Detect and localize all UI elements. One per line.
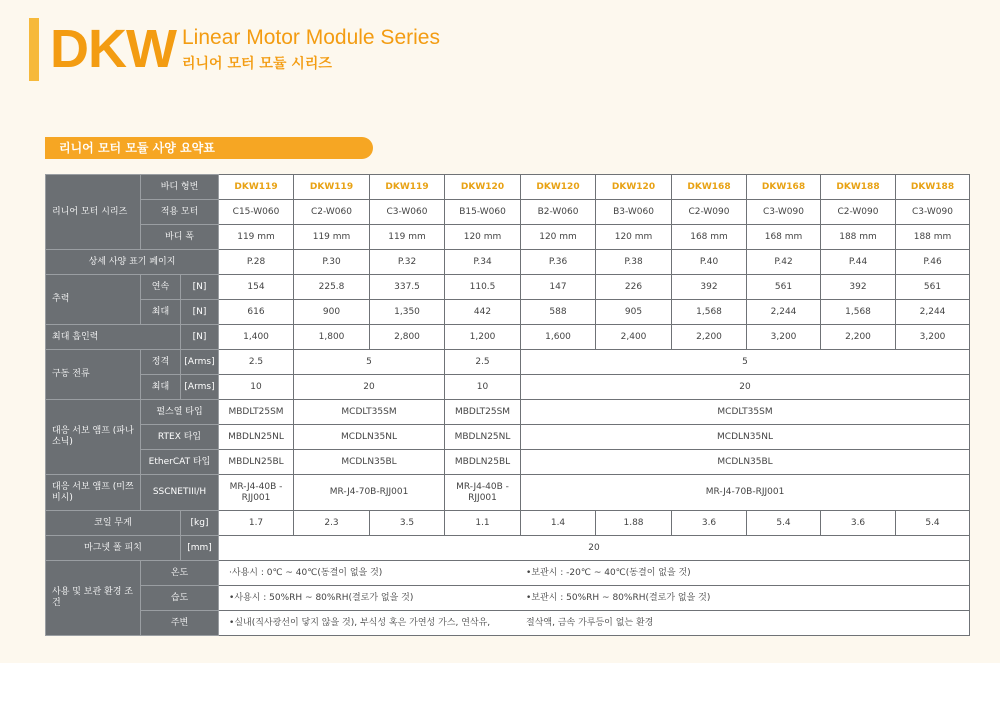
page-cell: P.38 (596, 250, 672, 275)
attraction-cell: 3,200 (896, 325, 970, 350)
motor-cell: C15-W060 (219, 200, 294, 225)
width-cell: 120 mm (521, 225, 596, 250)
sscnet-cell: MR-J4-70B-RJJ001 (294, 475, 445, 511)
row-body-model (46, 175, 970, 200)
temp-store: •보관시 : -20℃ ~ 40℃(동결이 없을 것) (526, 567, 691, 578)
current-rated-cell: 2.5 (445, 350, 521, 375)
row-width (46, 225, 970, 250)
series-title-en: Linear Motor Module Series (182, 26, 440, 49)
row-coil-weight (46, 511, 970, 536)
page-cell: P.30 (294, 250, 370, 275)
motor-cell: C3-W090 (747, 200, 821, 225)
pulse-type-label: 펄스열 타입 (141, 400, 219, 425)
row-current-max (46, 375, 970, 400)
motor-cell: B3-W060 (596, 200, 672, 225)
motor-cell: C3-W060 (370, 200, 445, 225)
temp-use: ·사용시 : 0℃ ~ 40℃(동결이 없을 것) (229, 567, 383, 578)
unit-n: [N] (181, 275, 219, 300)
body-model-cell: DKW168 (747, 175, 821, 200)
page-cell: P.34 (445, 250, 521, 275)
attraction-cell: 2,800 (370, 325, 445, 350)
current-max-cell: 10 (445, 375, 521, 400)
attraction-cell: 1,200 (445, 325, 521, 350)
attraction-cell: 1,600 (521, 325, 596, 350)
page-cell: P.28 (219, 250, 294, 275)
rtex-type-cell: MCDLN35NL (294, 425, 445, 450)
surround-cell (219, 611, 970, 636)
coil-weight-cell: 1.88 (596, 511, 672, 536)
thrust-max-cell: 2,244 (896, 300, 970, 325)
row-rtex-type (46, 425, 970, 450)
section-title: 리니어 모터 모듈 사양 요약표 (45, 137, 373, 159)
motor-cell: C3-W090 (896, 200, 970, 225)
body-model-cell: DKW119 (370, 175, 445, 200)
max-label: 최대 (141, 375, 181, 400)
rtex-type-cell: MBDLN25NL (219, 425, 294, 450)
pulse-type-cell: MBDLT25SM (219, 400, 294, 425)
spec-table (45, 174, 970, 636)
ethercat-type-cell: MCDLN35BL (521, 450, 970, 475)
width-cell: 120 mm (445, 225, 521, 250)
thrust-max-cell: 1,568 (821, 300, 896, 325)
rtex-type-label: RTEX 타입 (141, 425, 219, 450)
amp-mitsubishi-label: 대응 서보 앰프 (미쯔비시) (46, 475, 141, 511)
pulse-type-cell: MCDLT35SM (521, 400, 970, 425)
thrust-max-cell: 900 (294, 300, 370, 325)
row-current-rated (46, 350, 970, 375)
page-cell: P.32 (370, 250, 445, 275)
page-cell: P.44 (821, 250, 896, 275)
coil-weight-cell: 3.6 (672, 511, 747, 536)
accent-bar (29, 18, 39, 81)
surround-label: 주변 (141, 611, 219, 636)
pole-pitch-cell: 20 (219, 536, 970, 561)
attraction-cell: 3,200 (747, 325, 821, 350)
motor-cell: C2-W060 (294, 200, 370, 225)
page-cell: P.40 (672, 250, 747, 275)
ethercat-type-label: EtherCAT 타입 (141, 450, 219, 475)
max-label: 최대 (141, 300, 181, 325)
rtex-type-cell: MBDLN25NL (445, 425, 521, 450)
row-attraction (46, 325, 970, 350)
ethercat-type-cell: MCDLN35BL (294, 450, 445, 475)
coil-weight-cell: 3.6 (821, 511, 896, 536)
thrust-max-cell: 1,568 (672, 300, 747, 325)
series-title-ko: 리니어 모터 모듈 시리즈 (182, 56, 332, 72)
env-label: 사용 및 보관 환경 조건 (46, 561, 141, 636)
row-sscnet (46, 475, 970, 511)
page-cell: P.46 (896, 250, 970, 275)
body-model-label: 바디 형번 (141, 175, 219, 200)
coil-weight-cell: 3.5 (370, 511, 445, 536)
width-label: 바디 폭 (141, 225, 219, 250)
current-max-cell: 20 (294, 375, 445, 400)
unit-arms: [Arms] (181, 350, 219, 375)
current-rated-cell: 5 (294, 350, 445, 375)
row-thrust-continuous (46, 275, 970, 300)
page-title: DKW (50, 19, 176, 79)
sscnet-cell: MR-J4-40B -RJJ001 (445, 475, 521, 511)
unit-n: [N] (181, 300, 219, 325)
thrust-continuous-cell: 561 (896, 275, 970, 300)
current-rated-cell: 5 (521, 350, 970, 375)
pulse-type-cell: MCDLT35SM (294, 400, 445, 425)
rtex-type-cell: MCDLN35NL (521, 425, 970, 450)
current-rated-cell: 2.5 (219, 350, 294, 375)
coil-weight-cell: 2.3 (294, 511, 370, 536)
row-env-temp (46, 561, 970, 586)
row-pulse-type (46, 400, 970, 425)
width-cell: 119 mm (219, 225, 294, 250)
coil-weight-cell: 1.7 (219, 511, 294, 536)
motor-cell: C2-W090 (821, 200, 896, 225)
unit-mm: [mm] (181, 536, 219, 561)
temp-cell (219, 561, 970, 586)
row-ethercat-type (46, 450, 970, 475)
attraction-cell: 1,800 (294, 325, 370, 350)
humidity-cell (219, 586, 970, 611)
page-cell: P.42 (747, 250, 821, 275)
unit-kg: [kg] (181, 511, 219, 536)
attraction-cell: 2,200 (672, 325, 747, 350)
current-label: 구동 전류 (46, 350, 141, 400)
thrust-continuous-cell: 561 (747, 275, 821, 300)
ethercat-type-cell: MBDLN25BL (219, 450, 294, 475)
row-pole-pitch (46, 536, 970, 561)
coil-weight-label: 코일 무게 (46, 511, 181, 536)
thrust-continuous-cell: 337.5 (370, 275, 445, 300)
width-cell: 168 mm (672, 225, 747, 250)
coil-weight-cell: 1.4 (521, 511, 596, 536)
body-model-cell: DKW119 (294, 175, 370, 200)
unit-arms: [Arms] (181, 375, 219, 400)
thrust-max-cell: 2,244 (747, 300, 821, 325)
thrust-max-cell: 1,350 (370, 300, 445, 325)
thrust-continuous-cell: 110.5 (445, 275, 521, 300)
motor-label: 적용 모터 (141, 200, 219, 225)
body-model-cell: DKW120 (445, 175, 521, 200)
attraction-cell: 2,200 (821, 325, 896, 350)
page-cell: P.36 (521, 250, 596, 275)
width-cell: 119 mm (370, 225, 445, 250)
thrust-continuous-cell: 392 (672, 275, 747, 300)
coil-weight-cell: 5.4 (896, 511, 970, 536)
thrust-continuous-cell: 226 (596, 275, 672, 300)
attraction-cell: 1,400 (219, 325, 294, 350)
attraction-label: 최대 흡인력 (46, 325, 181, 350)
pole-pitch-label: 마그넷 폴 피치 (46, 536, 181, 561)
sscnet-label: SSCNETIII/H (141, 475, 219, 511)
row-env-surround (46, 611, 970, 636)
pulse-type-cell: MBDLT25SM (445, 400, 521, 425)
motor-cell: B15-W060 (445, 200, 521, 225)
thrust-max-cell: 616 (219, 300, 294, 325)
motor-cell: B2-W060 (521, 200, 596, 225)
thrust-continuous-cell: 147 (521, 275, 596, 300)
thrust-label: 추력 (46, 275, 141, 325)
humidity-use: •사용시 : 50%RH ~ 80%RH(결로가 없을 것) (229, 592, 414, 603)
continuous-label: 연속 (141, 275, 181, 300)
sscnet-cell: MR-J4-40B -RJJ001 (219, 475, 294, 511)
thrust-continuous-cell: 392 (821, 275, 896, 300)
current-max-cell: 20 (521, 375, 970, 400)
body-model-cell: DKW119 (219, 175, 294, 200)
width-cell: 188 mm (896, 225, 970, 250)
row-env-humidity (46, 586, 970, 611)
coil-weight-cell: 1.1 (445, 511, 521, 536)
sscnet-cell: MR-J4-70B-RJJ001 (521, 475, 970, 511)
thrust-max-cell: 588 (521, 300, 596, 325)
thrust-continuous-cell: 225.8 (294, 275, 370, 300)
ethercat-type-cell: MBDLN25BL (445, 450, 521, 475)
width-cell: 120 mm (596, 225, 672, 250)
thrust-continuous-cell: 154 (219, 275, 294, 300)
thrust-max-cell: 905 (596, 300, 672, 325)
page-label: 상세 사양 표기 페이지 (46, 250, 219, 275)
motor-cell: C2-W090 (672, 200, 747, 225)
body-model-cell: DKW120 (596, 175, 672, 200)
row-page (46, 250, 970, 275)
width-cell: 168 mm (747, 225, 821, 250)
series-label: 리니어 모터 시리즈 (46, 175, 141, 250)
body-model-cell: DKW188 (896, 175, 970, 200)
temp-label: 온도 (141, 561, 219, 586)
surround-b: 절삭액, 금속 가루등이 없는 환경 (526, 617, 654, 628)
unit-n: [N] (181, 325, 219, 350)
thrust-max-cell: 442 (445, 300, 521, 325)
humidity-label: 습도 (141, 586, 219, 611)
rated-label: 정격 (141, 350, 181, 375)
coil-weight-cell: 5.4 (747, 511, 821, 536)
width-cell: 119 mm (294, 225, 370, 250)
row-motor (46, 200, 970, 225)
attraction-cell: 2,400 (596, 325, 672, 350)
width-cell: 188 mm (821, 225, 896, 250)
humidity-store: •보관시 : 50%RH ~ 80%RH(결로가 없을 것) (526, 592, 711, 603)
amp-panasonic-label: 대응 서보 앰프 (파나소닉) (46, 400, 141, 475)
body-model-cell: DKW120 (521, 175, 596, 200)
body-model-cell: DKW168 (672, 175, 747, 200)
current-max-cell: 10 (219, 375, 294, 400)
row-thrust-max (46, 300, 970, 325)
body-model-cell: DKW188 (821, 175, 896, 200)
surround-a: •실내(직사광선이 닿지 않을 것), 부식성 혹은 가연성 가스, 연삭유, (229, 617, 491, 628)
